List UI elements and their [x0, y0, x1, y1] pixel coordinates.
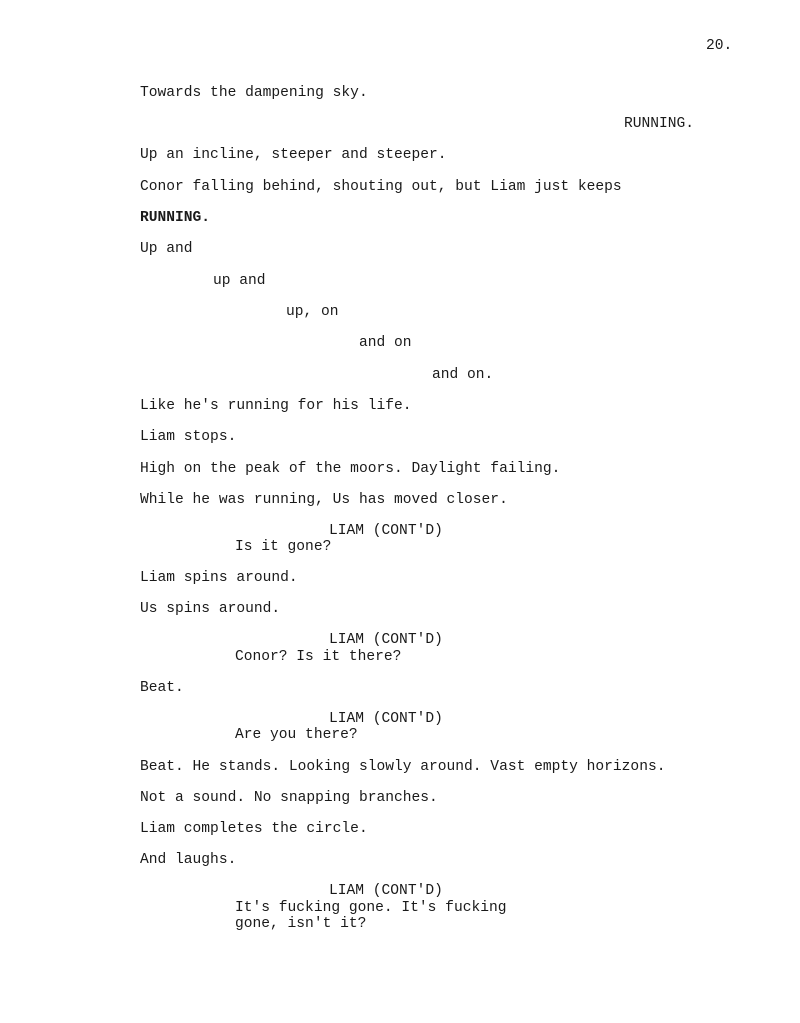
staircase-line-2: up and — [213, 273, 266, 289]
dialogue-line: Conor? Is it there? — [235, 649, 402, 665]
action-line: Us spins around. — [140, 601, 281, 617]
action-line: Liam stops. — [140, 429, 237, 445]
staircase-line-5: and on. — [432, 367, 494, 383]
action-line: Liam spins around. — [140, 570, 298, 586]
character-cue: LIAM (CONT'D) — [329, 632, 443, 648]
character-cue: LIAM (CONT'D) — [329, 523, 443, 539]
dialogue-line: Is it gone? — [235, 539, 332, 555]
dialogue-line: It's fucking gone. It's fucking — [235, 900, 507, 916]
staircase-line-3: up, on — [286, 304, 339, 320]
action-line: And laughs. — [140, 852, 237, 868]
action-line: Up an incline, steeper and steeper. — [140, 147, 447, 163]
staircase-line-1: Up and — [140, 241, 193, 257]
dialogue-line: gone, isn't it? — [235, 916, 367, 932]
action-line: Conor falling behind, shouting out, but Liam just keeps — [140, 179, 622, 195]
character-cue: LIAM (CONT'D) — [329, 711, 443, 727]
action-line: Beat. — [140, 680, 184, 696]
transition-running: RUNNING. — [624, 116, 695, 132]
action-line: Towards the dampening sky. — [140, 85, 368, 101]
action-line: Liam completes the circle. — [140, 821, 368, 837]
action-line: While he was running, Us has moved closer. — [140, 492, 508, 508]
staircase-line-4: and on — [359, 335, 412, 351]
action-line: Not a sound. No snapping branches. — [140, 790, 438, 806]
action-line: Beat. He stands. Looking slowly around. Vast empty horizons. — [140, 759, 666, 775]
page-number: 20. — [706, 38, 733, 54]
character-cue: LIAM (CONT'D) — [329, 883, 443, 899]
action-line-bold: RUNNING. — [140, 210, 211, 226]
action-line: High on the peak of the moors. Daylight failing. — [140, 461, 561, 477]
action-line: Like he's running for his life. — [140, 398, 412, 414]
dialogue-line: Are you there? — [235, 727, 358, 743]
